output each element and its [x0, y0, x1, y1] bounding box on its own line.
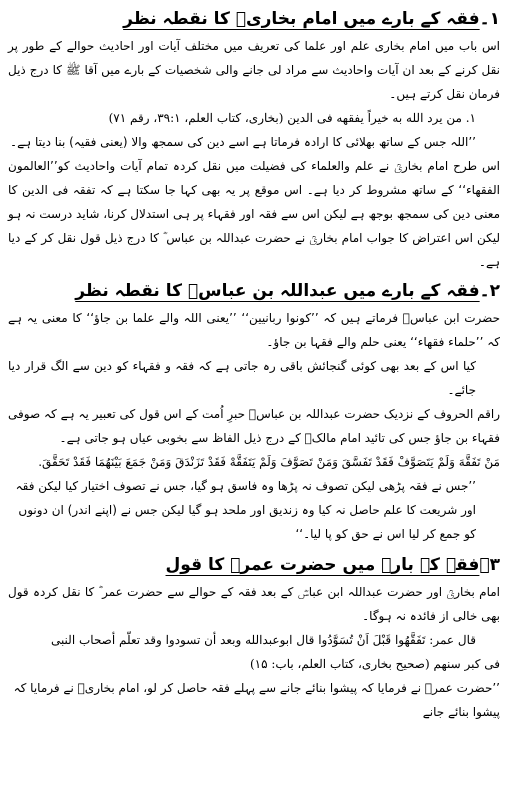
section-2-translation: ’’جس نے فقہ پڑھی لیکن تصوف نہ پڑھا وہ فاسق ہو گیا، جس نے تصوف اختیار کیا لیکن فقہ اور شریعت کا علم حاصل نہ کیا وہ زندیق اور ملحد ہو گیا لیکن جس نے (اپنے اندر) ان دونوں کو جمع کر لیا اس نے حق کو پا لیا۔‘‘ — [15, 479, 476, 541]
section-2-paragraph-1: حضرت ابن عباسؓ فرماتے ہیں کہ ’’کونوا ربانیین‘‘ ’’یعنی اللہ والے علما بن جاؤ‘‘ کا معنی یہ ہے کہ ’’حلماء فقهاء‘‘ یعنی حلم والے فقہا بن جاؤ۔ — [8, 311, 500, 349]
section-1-title: فقہ کے بارے میں امام بخاریؒ کا نقطہ نظر — [123, 9, 480, 29]
section-1-translation: ’’اللہ جس کے ساتھ بھلائی کا ارادہ فرماتا ہے اسے دین کی سمجھ والا (یعنی فقیہ) بنا دیتا ہے۔ — [10, 135, 476, 149]
section-2-paragraph-3: راقم الحروف کے نزدیک حضرت عبداللہ بن عباسؓ حبرِ اُمت کے اس قول کی تعبیر یہ ہے کہ صوفی فقہاء بن جاؤ جس کی تائید امام مالکؒ کے درج ذیل الفاظ سے بخوبی عیاں ہو جاتی ہے۔ — [8, 407, 500, 445]
section-1-paragraph-2: اس طرح امام بخاریؒ نے علم والعلماء کی فضیلت میں نقل کردہ تمام آیات واحادیث کو’’العالمون الفقهاء‘‘ کے ساتھ مشروط کر دیا ہے۔ اس موقع پر یہ بھی کہا جا سکتا ہے کہ تفقہ فی الدین کا معنی دین کی سمجھ بوجھ ہے لیکن اس سے فقہ اور فقہاء پر ہی استدلال کرنا، شاید درست نہ ہو لیکن اس اعتراض کا جواب امام بخاریؒ نے حضرت عبداللہ بن عباس ؓ کا درج ذیل قول نقل کر کے دیا ہے۔ — [8, 159, 500, 269]
section-3-number: ۳۔ — [479, 555, 500, 575]
section-1-heading — [8, 4, 500, 34]
section-2-heading — [8, 276, 500, 306]
section-3-paragraph-1: امام بخاریؒ اور حضرت عبداللہ ابن عباسؓ کے بعد فقہ کے حوالے سے حضرت عمر ؓ کا نقل کردہ قول بھی خالی از فائدہ نہ ہوگا۔ — [8, 585, 500, 623]
section-1-number: ۱۔ — [479, 9, 500, 29]
section-2-paragraph-2: کیا اس کے بعد بھی کوئی گنجائش باقی رہ جاتی ہے کہ فقہ و فقہاء کو دین سے الگ قرار دیا جائے۔ — [8, 359, 476, 397]
section-3-heading — [8, 550, 500, 580]
section-3-title: فقہ کے بارے میں حضرت عمرؓ کا قول — [165, 555, 480, 575]
section-3-translation: ’’حضرت عمرؓ نے فرمایا کہ پیشوا بنائے جانے سے پہلے فقہ حاصل کر لو، امام بخاریؒ نے فرمایا کہ پیشوا بنائے جانے — [13, 681, 500, 719]
section-2-title: فقہ کے بارے میں عبداللہ بن عباسؓ کا نقطہ نظر — [75, 281, 480, 301]
section-1-paragraph-1: اس باب میں امام بخاری علم اور علما کی تعریف میں مختلف آیات اور احادیث حوالے کے طور پر نقل کرنے کے بعد ان آیات واحادیث سے مراد لی جانے والی شخصیات کے بارے میں آقا ﷺ کا درج ذیل فرمان نقل کرتے ہیں۔ — [8, 39, 500, 101]
section-2-arabic-quote: مَنْ تَفَقَّهَ وَلَمْ يَتَصَوَّفْ فَقَدْ تَفَسَّقَ وَمَنْ تَصَوَّفَ وَلَمْ يَتَفَقَّهْ فَقَدْ تَزَنْدَقَ وَمَنْ جَمَعَ بَيْنَهُمَا فَقَدْ تَحَقَّقَ. — [38, 455, 500, 469]
section-2-number: ۲۔ — [479, 281, 500, 301]
section-1-hadith: ۱. من یرد الله به خیراً یفقهه فی الدین (بخاری، کتاب العلم، ۳۹:۱، رقم ۷۱) — [108, 111, 476, 125]
section-3-arabic-line-1: قال عمر: تَفَقَّهُوا قَبْلَ اَنْ تُسَوَّدُوا قال ابوعبدالله وبعد أن تسودوا وقد تعلّم أصحاب النبی — [50, 633, 476, 647]
section-3-arabic-line-2: فی کبر سنهم (صحیح بخاری، کتاب العلم، باب: ۱۵) — [249, 657, 500, 671]
